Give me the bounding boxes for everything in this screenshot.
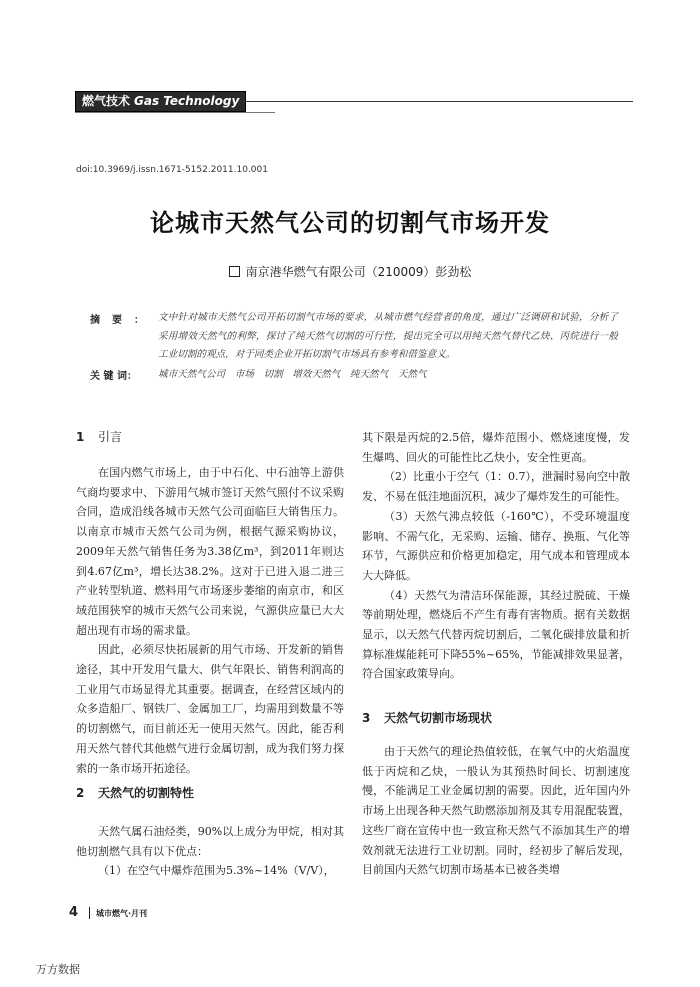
right-column-body-1 bbox=[362, 428, 630, 684]
paragraph: （3）天然气沸点较低（-160℃），不受环境温度影响、不需气化，无采购、运输、储存、换瓶、气化等环节，气源供应和价格更加稳定，用气成本和管理成本大大降低。 bbox=[362, 509, 630, 582]
paragraph: 天然气属石油烃类，90%以上成分为甲烷，相对其他切割燃气具有以下优点： bbox=[76, 825, 344, 858]
section-number: 3 bbox=[362, 711, 371, 725]
header-underline bbox=[75, 112, 275, 113]
section-heading-3 bbox=[362, 709, 492, 726]
section-title: 天然气的切割特性 bbox=[98, 786, 195, 800]
doi: doi:10.3969/j.issn.1671-5152.2011.10.001 bbox=[76, 165, 268, 175]
square-bullet-icon bbox=[229, 266, 240, 277]
paragraph: （1）在空气中爆炸范围为5.3%~14%（V/V）， bbox=[98, 864, 335, 878]
abstract-label: 摘要： bbox=[90, 315, 156, 326]
left-column-body-2 bbox=[76, 822, 344, 881]
header-rule bbox=[240, 101, 633, 102]
section-number: 2 bbox=[76, 786, 85, 800]
paragraph: （2）比重小于空气（1：0.7），泄漏时易向空中散发、不易在低洼地面沉积，减少了爆炸发生的可能性。 bbox=[362, 470, 630, 504]
paragraph: （4）天然气为清洁环保能源，其经过脱硫、干燥等前期处理，燃烧后不产生有毒有害物质。据有关数据显示，以天然气代替丙烷切割后，二氧化碳排放量和折算标准煤能耗可下降55%~65%，节能减排效果显著，符合国家政策导向。 bbox=[362, 588, 630, 681]
section-heading-1 bbox=[76, 428, 122, 445]
article-title: 论城市天然气公司的切割气市场开发 bbox=[150, 208, 550, 237]
section-heading-2 bbox=[76, 784, 194, 801]
right-column-body-2 bbox=[362, 742, 630, 880]
paragraph: 因此，必须尽快拓展新的用气市场、开发新的销售途径，其中开发用气量大、供气年限长、销售利润高的工业用气市场显得尤其重要。据调查，在经营区域内的众多造船厂、钢铁厂、金属加工厂，均需用到数量不等的切割燃气，而目前还无一使用天然气。因此，能否利用天然气替代其他燃气进行金属切割，成为我们努力探索的一条市场开拓途径。 bbox=[76, 643, 344, 775]
section-label-en: Gas Technology bbox=[134, 94, 240, 108]
paragraph: 其下限是丙烷的2.5倍，爆炸范围小、燃烧速度慢，发生爆鸣、回火的可能性比乙炔小，安全性更高。 bbox=[362, 431, 630, 464]
abstract-text: 文中针对城市天然气公司开拓切割气市场的要求，从城市燃气经营者的角度，通过广泛调研和试验，分析了采用增效天然气的利弊，探讨了纯天然气切割的可行性，提出完全可以用纯天然气替代乙炔、丙烷进行一般工业切割的观点，对于同类企业开拓切割气市场具有参考和借鉴意义。 bbox=[158, 312, 618, 360]
keywords-text: 城市天然气公司 市场 切割 增效天然气 纯天然气 天然气 bbox=[158, 369, 427, 380]
section-number: 1 bbox=[76, 430, 85, 444]
left-column-body-1 bbox=[76, 463, 344, 778]
author-line bbox=[0, 263, 700, 280]
page-number: 4 bbox=[69, 905, 79, 920]
section-label-cn: 燃气技术 bbox=[82, 94, 131, 108]
section-badge bbox=[75, 91, 246, 112]
footer-divider bbox=[89, 907, 90, 919]
paragraph: 由于天然气的理论热值较低，在氧气中的火焰温度低于丙烷和乙炔，一般认为其预热时间长、切割速度慢，不能满足工业金属切割的需要。因此，近年国内外市场上出现各种天然气助燃添加剂及其专用混配装置，这些厂商在宣传中也一致宣称天然气不添加其生产的增效剂就无法进行工业切割。同时，经初步了解后发现，目前国内天然气切割市场基本已被各类增 bbox=[362, 745, 630, 877]
journal-name: 城市燃气·月刊 bbox=[96, 909, 148, 918]
section-title: 天然气切割市场现状 bbox=[384, 711, 493, 725]
keywords-label: 关 键 词： bbox=[90, 371, 137, 382]
author-text: 南京港华燃气有限公司（210009）彭劲松 bbox=[245, 265, 472, 279]
watermark: 万方数据 bbox=[36, 963, 80, 976]
section-title: 引言 bbox=[98, 430, 123, 444]
paragraph: 在国内燃气市场上，由于中石化、中石油等上游供气商均要求中、下游用气城市签订天然气照付不议采购合同，造成沿线各城市天然气公司面临巨大销售压力。以南京市城市天然气公司为例，根据气源采购协议，2009年天然气销售任务为3.38亿m³，到2011年则达到4.67亿m³，增长达38.2%。这对于已进入退二进三产业转型轨道、燃料用气市场逐步萎缩的南京市，和区域范围狭窄的城市天然气公司来说，气源供应量已大大超出现有市场的需求量。 bbox=[76, 466, 344, 637]
